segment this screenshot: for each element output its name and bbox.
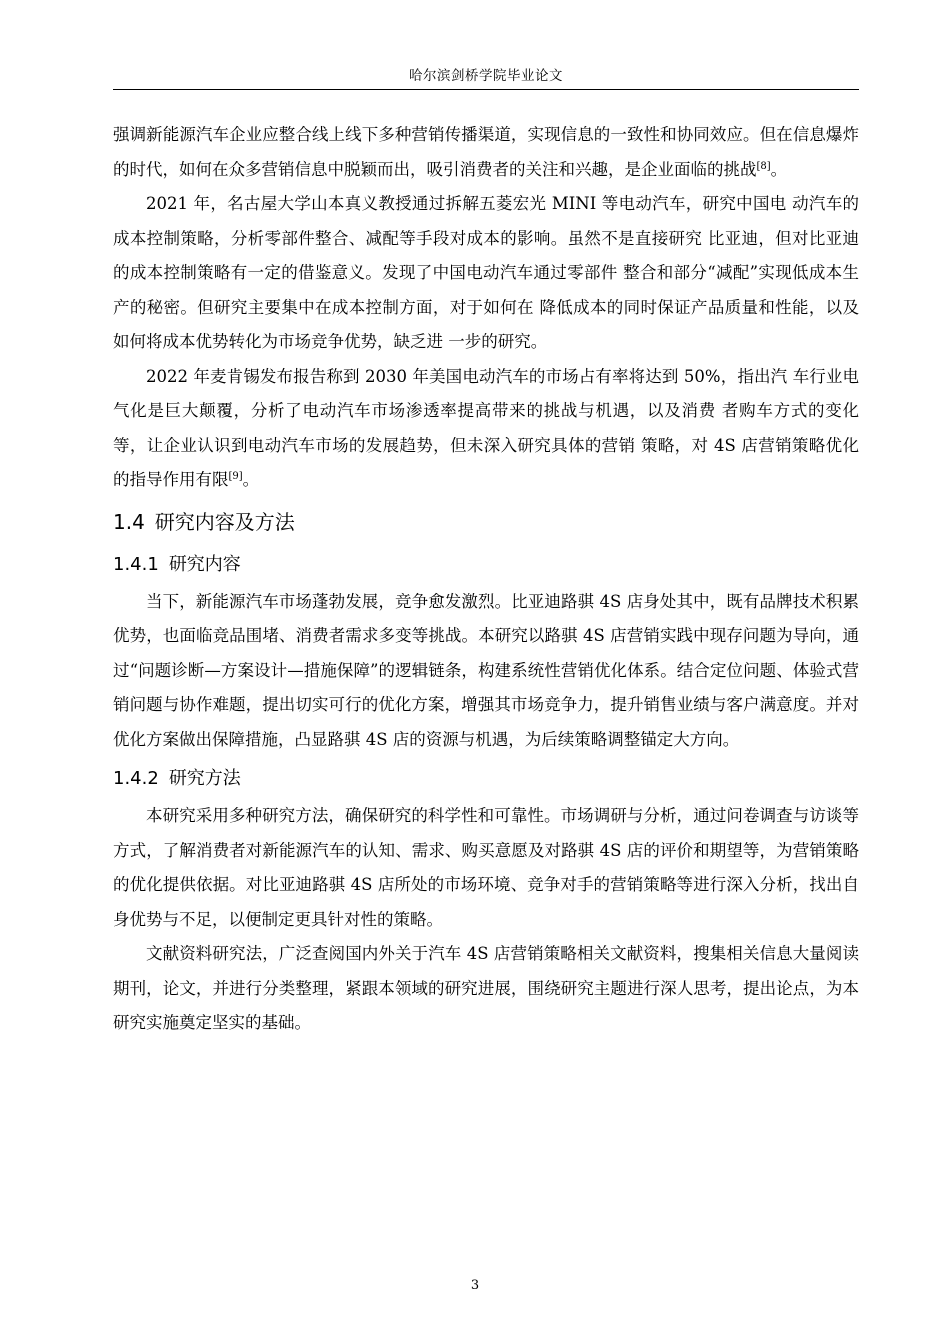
heading-text: 研究内容 xyxy=(168,553,241,575)
section-heading-1-4-2 xyxy=(113,759,859,799)
heading-text: 研究方法 xyxy=(168,768,241,789)
paragraph-end-punct: 。 xyxy=(770,159,788,179)
section-heading-1-4-1 xyxy=(113,545,859,585)
paragraph-research-content: 当下，新能源汽车市场蓬勃发展，竞争愈发激烈。比亚迪路骐 4S 店身处其中，既有品牌技术积累优势，也面临竞品围堵、消费者需求多变等挑战。本研究以路骐 4S 店营销实践中现存问题为导向，通过“问题诊断—方案设计—措施保障”的逻辑链条，构建系统性营销优化体系。结合定位问题、体验式营销问题与协作难题，提出切实可行的优化方案，增强其市场竞争力，提升销售业绩与客户满意度。并对优化方案做出保障措施，凸显路骐 4S 店的资源与机遇，为后续策略调整锚定大方向。 xyxy=(113,591,859,749)
heading-number: 1.4.2 xyxy=(113,768,159,789)
paragraph-2022-mckinsey xyxy=(113,360,859,498)
page-header: 哈尔滨剑桥学院毕业论文 xyxy=(113,64,859,90)
paragraph-research-method: 本研究采用多种研究方法，确保研究的科学性和可靠性。市场调研与分析，通过问卷调查与访谈等方式，了解消费者对新能源汽车的认知、需求、购买意愿及对路骐 4S 店的评价和期望等，为营销策略的优化提供依据。对比亚迪路骐 4S 店所处的市场环境、竞争对手的营销策略等进行深入分析，找出自身优势与不足，以便制定更具针对性的策略。 xyxy=(113,806,859,929)
heading-number: 1.4.1 xyxy=(113,553,159,575)
paragraph-2021-study: 2021 年，名古屋大学山本真义教授通过拆解五菱宏光 MINI 等电动汽车，研究中国电 动汽车的成本控制策略，分析零部件整合、减配等手段对成本的影响。虽然不是直接研究 比亚迪，但对比亚迪的成本控制策略有一定的借鉴意义。发现了中国电动汽车通过零部件 整合和部分“减配”实现低成本生产的秘密。但研究主要集中在成本控制方面，对于如何在 降低成本的同时保证产品质量和性能，以及如何将成本优势转化为市场竞争优势，缺乏进 一步的研究。 xyxy=(113,194,859,351)
paragraph-end-punct: 。 xyxy=(242,470,260,489)
paragraph-text: 2022 年麦肯锡发布报告称到 2030 年美国电动汽车的市场占有率将达到 50%，指出汽 车行业电气化是巨大颠覆，分析了电动汽车市场渗透率提高带来的挑战与机遇，以及消费 者购车方式的变化等，让企业认识到电动汽车市场的发展趋势，但未深入研究具体的营销 策略，对 4S 店营销策略优化的指导作用有限 xyxy=(113,366,859,489)
section-heading-1-4 xyxy=(113,501,859,543)
page-number: 3 xyxy=(470,1278,480,1293)
paragraph-text: 强调新能源汽车企业应整合线上线下多种营销传播渠道，实现信息的一致性和协同效应。但在信息爆炸的时代，如何在众多营销信息中脱颖而出，吸引消费者的关注和兴趣，是企业面临的挑战 xyxy=(113,125,859,179)
heading-text: 研究内容及方法 xyxy=(154,509,295,534)
page-body xyxy=(113,118,859,1041)
paragraph-literature-method: 文献资料研究法，广泛查阅国内外关于汽车 4S 店营销策略相关文献资料，搜集相关信息大量阅读期刊，论文，并进行分类整理，紧跟本领域的研究进展，围绕研究主题进行深人思考，提出论点，为本研究实施奠定坚实的基础。 xyxy=(113,944,859,1032)
heading-number: 1.4 xyxy=(113,509,145,534)
citation-ref: [9] xyxy=(228,471,243,482)
paragraph-continuation xyxy=(113,118,859,187)
citation-ref: [8] xyxy=(756,160,771,172)
